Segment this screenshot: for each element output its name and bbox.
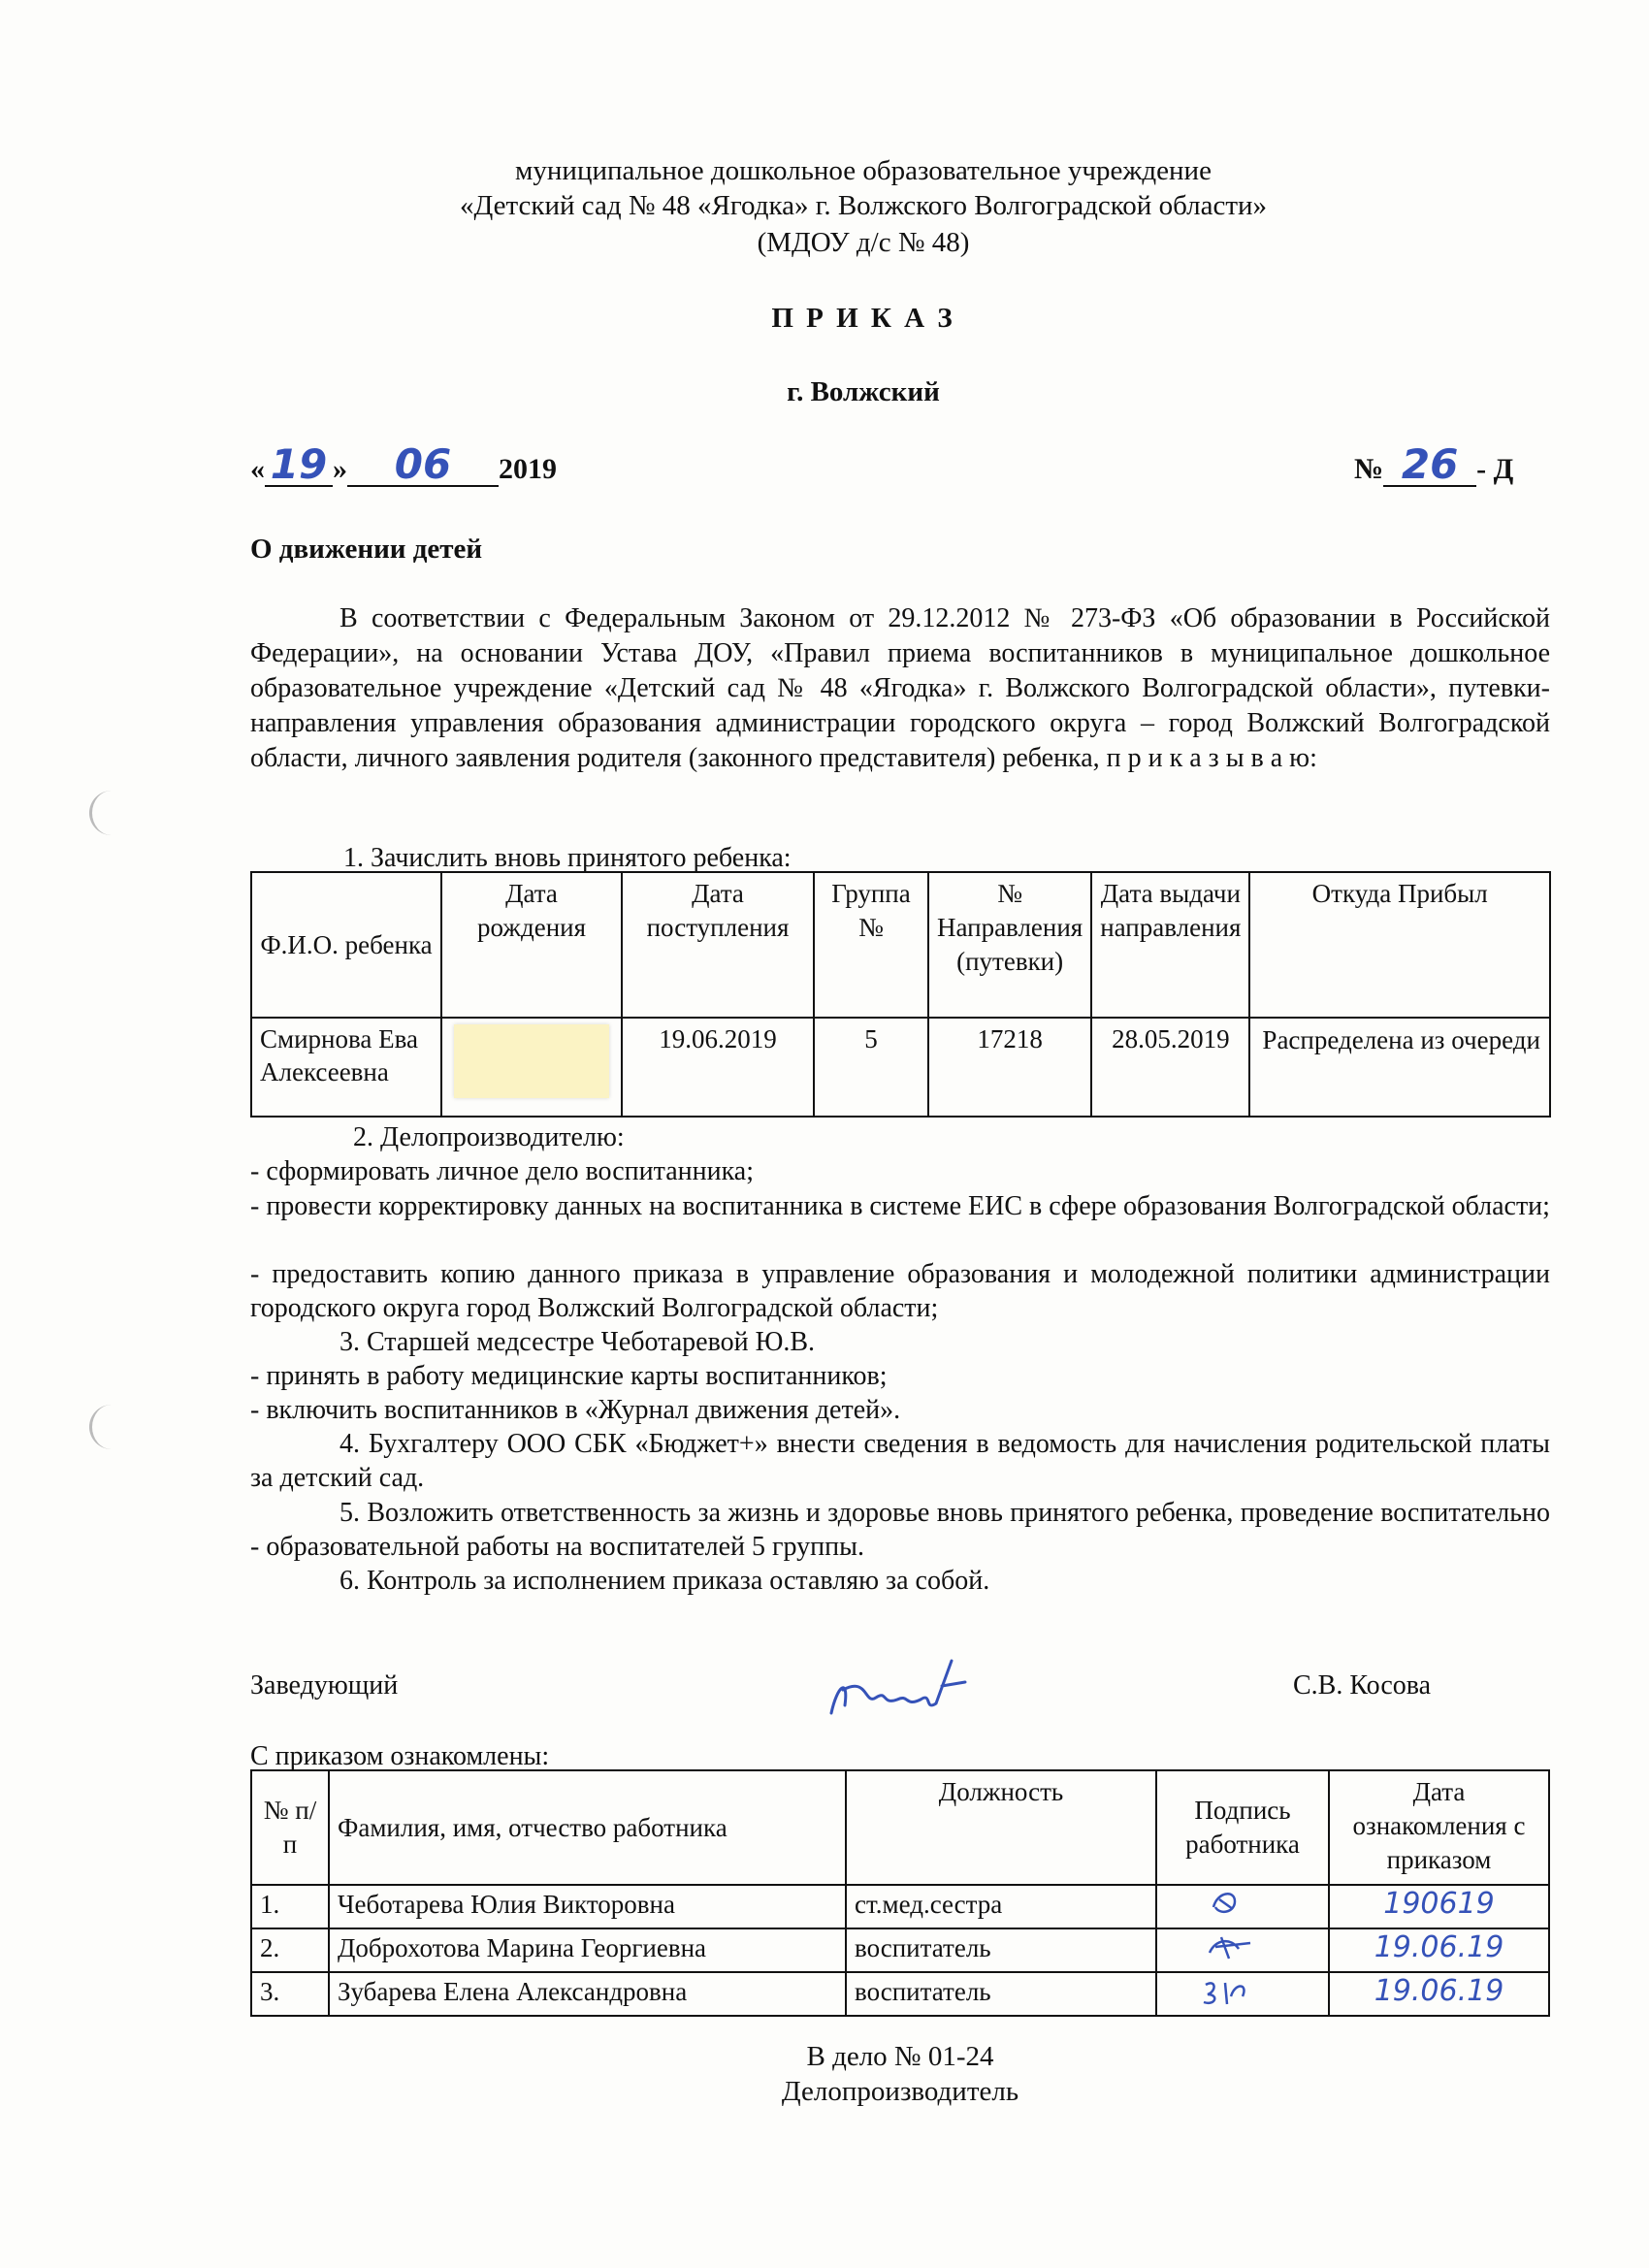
date-day: 19 bbox=[265, 444, 333, 487]
table-row bbox=[251, 1885, 1549, 1928]
item-1: 1. Зачислить вновь принятого ребенка: bbox=[343, 843, 792, 873]
ack-signature bbox=[1156, 1972, 1329, 2016]
table-row bbox=[251, 1972, 1549, 2016]
org-short-name: (МДОУ д/с № 48) bbox=[757, 227, 970, 258]
document-city: г. Волжский bbox=[787, 376, 940, 407]
child-group: 5 bbox=[814, 1018, 928, 1117]
order-subject: О движении детей bbox=[250, 534, 483, 565]
org-name-line2: «Детский сад № 48 «Ягодка» г. Волжского Волгоградской области» bbox=[459, 190, 1268, 221]
signer-title: Заведующий bbox=[250, 1670, 399, 1701]
children-table bbox=[250, 871, 1551, 1118]
child-fio: Смирнова Ева Алексеевна bbox=[251, 1018, 441, 1117]
director-signature bbox=[820, 1647, 975, 1734]
date-close-quote: » bbox=[333, 453, 347, 485]
scan-mark bbox=[89, 1405, 117, 1449]
employee-signature bbox=[1157, 1973, 1303, 2008]
item-4: 4. Бухгалтеру ООО СБК «Бюджет+» внести сведения в ведомость для начисления родительской платы за детский сад. bbox=[250, 1429, 1550, 1493]
document-type: П Р И К А З bbox=[771, 303, 955, 334]
ack-col-date: Дата ознакомления с приказом bbox=[1329, 1770, 1549, 1885]
child-from: Распределена из очереди bbox=[1249, 1018, 1550, 1117]
col-referral-no: № Направления (путевки) bbox=[928, 872, 1091, 1018]
table-header-row bbox=[251, 872, 1550, 1018]
item-3: 3. Старшей медсестре Чеботаревой Ю.В. bbox=[340, 1327, 816, 1357]
employee-signature bbox=[1157, 1886, 1303, 1921]
table-row bbox=[251, 1018, 1550, 1117]
item-3-b: - включить воспитанников в «Журнал движения детей». bbox=[250, 1395, 901, 1425]
child-admitted: 19.06.2019 bbox=[622, 1018, 814, 1117]
child-birth bbox=[441, 1018, 622, 1117]
date-year: 2019 bbox=[499, 453, 557, 485]
ack-col-name: Фамилия, имя, отчество работника bbox=[329, 1770, 846, 1885]
child-referral-no: 17218 bbox=[928, 1018, 1091, 1117]
org-name-line1: муниципальное дошкольное образовательное учреждение bbox=[515, 155, 1212, 186]
item-5: 5. Возложить ответственность за жизнь и здоровье вновь принятого ребенка, проведение воспитательно - образовательной работы на воспитателей 5 группы. bbox=[250, 1498, 1550, 1562]
item-2: 2. Делопроизводителю: bbox=[353, 1122, 625, 1152]
ack-position: воспитатель bbox=[846, 1928, 1156, 1972]
ack-col-num: № п/п bbox=[251, 1770, 329, 1885]
ack-date: 19.06.19 bbox=[1329, 1972, 1549, 2016]
col-from: Откуда Прибыл bbox=[1249, 872, 1550, 1018]
ack-position: ст.мед.сестра bbox=[846, 1885, 1156, 1928]
ack-name: Чеботарева Юлия Викторовна bbox=[329, 1885, 846, 1928]
ack-position: воспитатель bbox=[846, 1972, 1156, 2016]
employee-signature bbox=[1157, 1929, 1303, 1964]
number-value: 26 bbox=[1383, 444, 1476, 487]
preamble: В соответствии с Федеральным Законом от 29.12.2012 № 273-ФЗ «Об образовании в Российской Федерации», на основании Устава ДОУ, «Правил приема воспитанников в муниципальное дошкольное образовательное учреждение «Детский сад № 48 «Ягодка» г. Волжского Волгоградской области», путевки-направления управления образования администрации городского округа – город Волжский Волгоградской области, личного заявления родителя (законного представителя) ребенка, п р и к а з ы в а ю: bbox=[250, 603, 1550, 773]
scan-mark bbox=[89, 791, 117, 835]
ack-date: 190619 bbox=[1329, 1885, 1549, 1928]
item-2-c: - предоставить копию данного приказа в управление образования и молодежной политики администрации городского округа город Волжский Волгоградской области; bbox=[250, 1259, 1550, 1323]
col-fio: Ф.И.О. ребенка bbox=[251, 872, 441, 1018]
child-referral-date: 28.05.2019 bbox=[1091, 1018, 1249, 1117]
ack-date: 19.06.19 bbox=[1329, 1928, 1549, 1972]
ack-col-position: Должность bbox=[846, 1770, 1156, 1885]
item-3-a: - принять в работу медицинские карты воспитанников; bbox=[250, 1361, 888, 1391]
ack-signature bbox=[1156, 1928, 1329, 1972]
footer-file: В дело № 01-24 bbox=[806, 2041, 994, 2072]
ack-num: 2. bbox=[251, 1928, 329, 1972]
number-prefix: № bbox=[1354, 453, 1384, 485]
col-referral-date: Дата выдачи направления bbox=[1091, 872, 1249, 1018]
redaction-sticker bbox=[454, 1024, 609, 1098]
ack-num: 1. bbox=[251, 1885, 329, 1928]
date-month: 06 bbox=[347, 444, 499, 487]
number-suffix: - Д bbox=[1476, 453, 1514, 485]
table-row bbox=[251, 1928, 1549, 1972]
ack-num: 3. bbox=[251, 1972, 329, 2016]
ack-table bbox=[250, 1769, 1550, 2017]
date-open-quote: « bbox=[250, 453, 265, 485]
order-number bbox=[1354, 440, 1514, 491]
signer-name: С.В. Косова bbox=[1293, 1670, 1432, 1701]
item-6: 6. Контроль за исполнением приказа оставляю за собой. bbox=[340, 1566, 990, 1596]
footer-role: Делопроизводитель bbox=[781, 2076, 1019, 2107]
ack-header-row bbox=[251, 1770, 1549, 1885]
item-2-b: - провести корректировку данных на воспитанника в системе ЕИС в сфере образования Волгоградской области; bbox=[250, 1191, 1550, 1221]
item-2-a: - сформировать личное дело воспитанника; bbox=[250, 1156, 754, 1186]
ack-col-signature: Подпись работника bbox=[1156, 1770, 1329, 1885]
col-admitted: Дата поступления bbox=[622, 872, 814, 1018]
col-group: Группа № bbox=[814, 872, 928, 1018]
ack-signature bbox=[1156, 1885, 1329, 1928]
ack-name: Доброхотова Марина Георгиевна bbox=[329, 1928, 846, 1972]
ack-name: Зубарева Елена Александровна bbox=[329, 1972, 846, 2016]
ack-title: С приказом ознакомлены: bbox=[250, 1741, 550, 1771]
order-date bbox=[250, 440, 557, 491]
col-birth: Дата рождения bbox=[441, 872, 622, 1018]
